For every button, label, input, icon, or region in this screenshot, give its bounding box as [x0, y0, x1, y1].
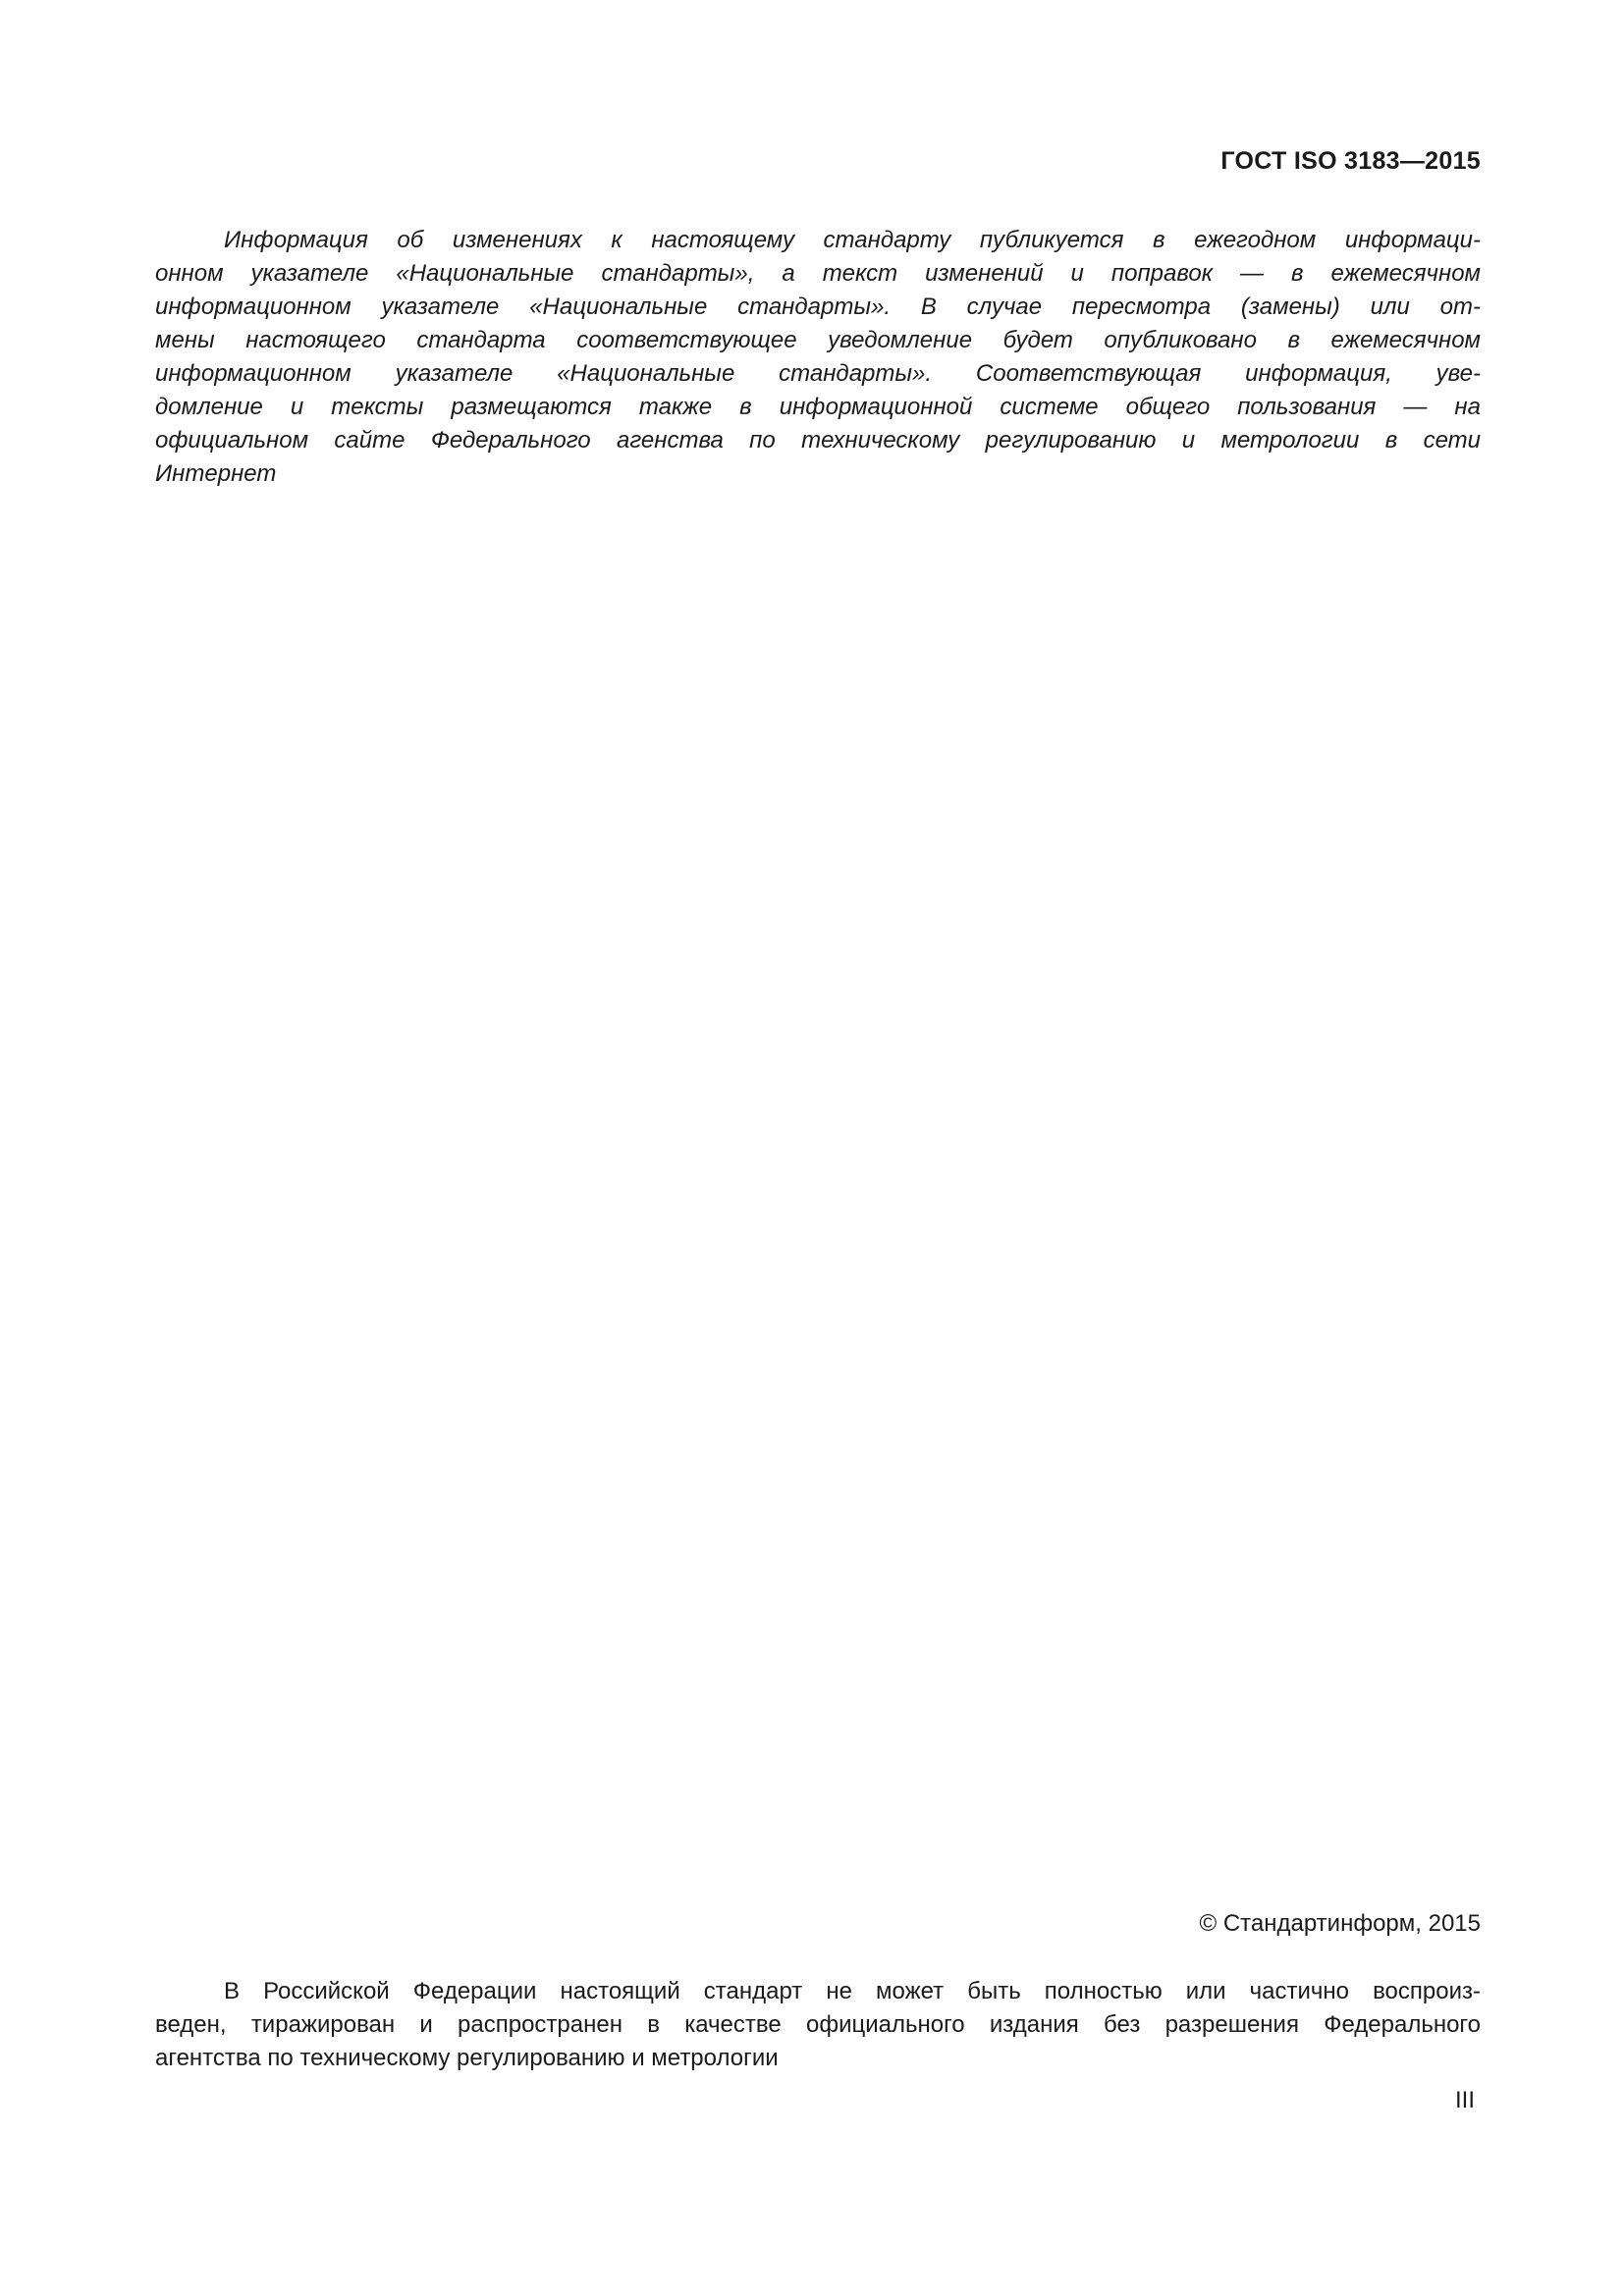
rights-line: веден, тиражирован и распространен в качестве официального издания без разрешения Федерального [155, 2011, 1481, 2038]
notice-line: Интернет [155, 460, 277, 487]
notice-line: информационном указателе «Национальные стандарты». Соответствующая информация, уве- [155, 360, 1481, 387]
notice-line: онном указателе «Национальные стандарты», а текст изменений и поправок — в ежемесячном [155, 260, 1481, 287]
document-header [1220, 147, 1481, 176]
rights-line: агентства по техническому регулированию и метрологии [155, 2045, 779, 2071]
amendments-notice [155, 224, 1481, 491]
copyright-line: © Стандартинформ, 2015 [1199, 1910, 1481, 1937]
notice-line: информационном указателе «Национальные стандарты». В случае пересмотра (замены) или от- [155, 294, 1481, 320]
notice-line: официальном сайте Федерального агенства по техническому регулированию и метрологии в сети [155, 427, 1481, 454]
standard-id: ГОСТ ISO 3183—2015 [1220, 147, 1481, 175]
rights-line: В Российской Федерации настоящий стандарт не может быть полностью или частично воспроиз- [224, 1978, 1481, 2004]
notice-line: Информация об изменениях к настоящему стандарту публикуется в ежегодном информаци- [224, 227, 1481, 253]
notice-line: домление и тексты размещаются также в информационной системе общего пользования — на [155, 394, 1481, 420]
page-number: III [1454, 2087, 1475, 2113]
reproduction-rights-notice [155, 1975, 1481, 2075]
notice-line: мены настоящего стандарта соответствующее уведомление будет опубликовано в ежемесячном [155, 327, 1481, 353]
